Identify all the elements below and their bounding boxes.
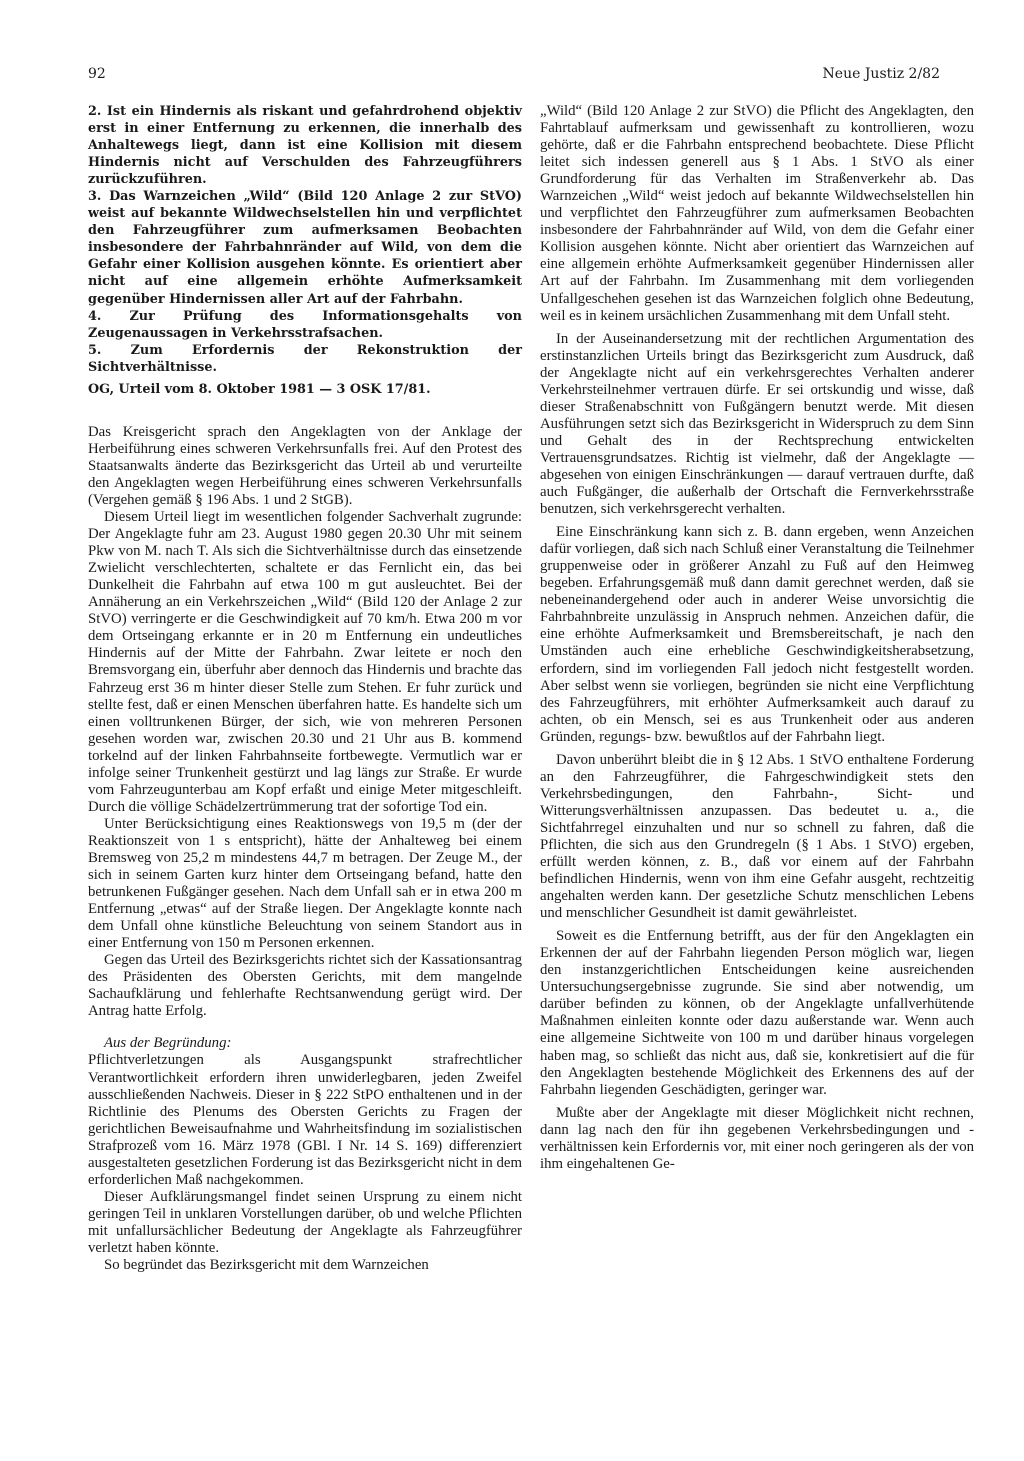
reasons-paragraph: Dieser Aufklärungsmangel findet seinen Ursprung zu einem nicht geringen Teil in unklaren Vorstellungen darüber, ob und welche Pflichten mit unfallursächlicher Bedeutung der Angeklagte als Fahrzeugführer verletzt haben könnte. [88,1188,522,1256]
reasons-paragraph: So begründet das Bezirksgericht mit dem Warnzeichen [104,1257,429,1274]
reasons-paragraph: Davon unberührt bleibt die in § 12 Abs. 1 StVO enthaltene Forderung an den Fahrzeugführer, die Fahrgeschwindigkeit stets den Verkehrsbedingungen, den Fahrbahn-, Sicht- und Witterungsverhältnissen anzupassen. Das bedeutet u. a., die Sichtfahrregel einzuhalten und nur so schnell zu fahren, daß die Pflichten, die sich aus den Grundregeln (§ 1 Abs. 1 StVO) ergeben, erfüllt werden können, z. B., daß vor einem auf der Fahrbahn befindlichen Hindernis, wenn von ihm eine Gefahr ausgeht, rechtzeitig angehalten werden kann. Der gesetzliche Schutz menschlichen Lebens und menschlicher Gesundheit ist damit gewährleistet. [540,751,974,922]
headnote-3: 3. Das Warnzeichen „Wild“ (Bild 120 Anlage 2 zur StVO) weist auf bekannte Wildwechselstellen hin und verpflichtet den Fahrzeugführer zum aufmerksamen Beobachten insbesondere der Fahrbahnränder auf Wild, von dem die Gefahr einer Kollision ausgehen könnte. Es orientiert aber nicht auf eine allgemein erhöhte Aufmerksamkeit gegenüber Hindernissen aller Art auf der Fahrbahn. [88,189,522,307]
facts-paragraph: Das Kreisgericht sprach den Angeklagten von der Anklage der Herbeiführung eines schweren Verkehrsunfalls frei. Auf den Protest des Staatsanwalts änderte das Bezirksgericht das Urteil ab und verurteilte den Angeklagten wegen Herbeiführung eines schweren Verkehrsunfalls (Vergehen gemäß § 196 Abs. 1 und 2 StGB). [88,423,522,508]
page-number: 92 [88,66,106,82]
headnote-4: 4. Zur Prüfung des Informationsgehalts von Zeugenaussagen in Verkehrsstrafsachen. [88,308,522,341]
reasons-paragraph: Pflichtverletzungen als Ausgangspunkt strafrechtlicher Verantwortlichkeit erfordern ihren unwiderlegbaren, jeden Zweifel ausschließenden Nachweis. Dieser in § 222 StPO enthaltenen und in der Richtlinie des Plenums des Obersten Gerichts zu Fragen der gerichtlichen Beweisaufnahme und Wahrheitsfindung im sozialistischen Strafprozeß vom 16. März 1978 (GBl. I Nr. 14 S. 169) differenziert ausgestalteten gesetzlichen Forderung ist das Bezirksgericht nicht in dem erforderlichen Maß nachgekommen. [88,1052,522,1188]
left-column [88,103,522,1274]
facts-paragraph: Unter Berücksichtigung eines Reaktionswegs von 19,5 m (der der Reaktionszeit von 1 s entspricht), hätte der Anhalteweg bei einem Bremsweg von 25,2 m mindestens 44,7 m betragen. Der Zeuge M., der sich in seinem Garten kurz hinter dem Ortseingang befand, hatte den betrunkenen Fußgänger gesehen. Nach dem Unfall sah er in etwa 200 m Entfernung „etwas“ auf der Straße liegen. Der Angeklagte konnte nach dem Unfall ohne künstliche Beleuchtung von seinem Standort aus in einer Entfernung von 150 m Personen erkennen. [88,815,522,952]
facts-paragraph: Diesem Urteil liegt im wesentlichen folgender Sachverhalt zugrunde: Der Angeklagte fuhr am 23. August 1980 gegen 20.30 Uhr mit seinem Pkw von M. nach T. Als sich die Sichtverhältnisse durch das einsetzende Zwielicht verschlechterten, schaltete er das Fernlicht ein, das bei Dunkelheit die Fahrbahn auf etwa 100 m gut ausleuchtet. Bei der Annäherung an ein Verkehrszeichen „Wild“ (Bild 120 der Anlage 2 zur StVO) verringerte er die Geschwindigkeit auf 70 km/h. Etwa 200 m vor dem Ortseingang erkannte er in 20 m Entfernung ein undeutliches Hindernis auf der Mitte der Fahrbahn. Zwar leitete er noch den Bremsvorgang ein, überfuhr aber dennoch das Hindernis und brachte das Fahrzeug erst 36 m hinter dieser Stelle zum Stehen. Er fuhr zurück und stellte fest, daß er einen Menschen überfahren hatte. Es handelte sich um einen volltrunkenen Bürger, der sich, wie von mehreren Personen gesehen worden war, zwischen 20.30 und 21 Uhr aus B. kommend torkelnd auf der linken Fahrbahnseite fortbewegte. Vermutlich war er infolge seiner Trunkenheit gestürzt und lag längs zur Straße. Er wurde vom Fahrzeugunterbau am Kopf erfaßt und einige Meter mitgeschleift. Durch die völlige Schädelzertrümmerung trat der sofortige Tod ein. [88,509,522,815]
journal-issue: Neue Justiz 2/82 [822,66,940,82]
reasons-paragraph: In der Auseinandersetzung mit der rechtlichen Argumentation des erstinstanzlichen Urteils bringt das Bezirksgericht zum Ausdruck, daß der Angeklagte nicht auf ein verkehrsgerechtes Verhalten anderer Verkehrsteilnehmer vertrauen dürfe. Er sei ortskundig und wisse, daß dieser Straßenabschnitt von Fußgängern benutzt werde. Mit diesen Ausführungen setzt sich das Bezirksgericht in Widerspruch zu dem Sinn und Gehalt des in der Rechtsprechung entwickelten Vertrauensgrundsatzes. Richtig ist vielmehr, daß der Angeklagte — abgesehen von einigen Einschränkungen — darauf vertrauen durfte, daß auch Fußgänger, die außerhalb der Ortschaft die Fernverkehrsstraße benutzen, sich verkehrsgerecht verhalten. [540,330,974,518]
headnote-5: 5. Zum Erfordernis der Rekonstruktion der Sichtverhältnisse. [88,342,522,375]
reasons-section [88,1035,522,1274]
facts-section [88,424,522,1021]
headnotes [88,103,522,376]
reasons-paragraph: Mußte aber der Angeklagte mit dieser Möglichkeit nicht rechnen, dann lag nach den für ihn gegebenen Verkehrsbedingungen und -verhältnissen kein Erfordernis vor, mit einer noch geringeren als der von ihm eingehaltenen Ge- [540,1104,974,1172]
facts-paragraph: Gegen das Urteil des Bezirksgerichts richtet sich der Kassationsantrag des Präsidenten des Obersten Gerichts, mit dem mangelnde Sachaufklärung und fehlerhafte Rechtsanwendung gerügt wird. Der Antrag hatte Erfolg. [88,952,522,1020]
reasons-heading: Aus der Begründung: [104,1035,232,1052]
right-column [540,103,974,1173]
court-citation: OG, Urteil vom 8. Oktober 1981 — 3 OSK 17/81. [88,381,431,397]
headnote-2: 2. Ist ein Hindernis als riskant und gefahrdrohend objektiv erst in einer Entfernung zu erkennen, die innerhalb des Anhaltewegs liegt, dann ist eine Kollision mit diesem Hindernis nicht auf Verschulden des Fahrzeugführers zurückzuführen. [88,104,522,188]
reasons-paragraph: Soweit es die Entfernung betrifft, aus der für den Angeklagten ein Erkennen der auf der Fahrbahn liegenden Person möglich war, liegen den instanzgerichtlichen Entscheidungen keine ausreichenden Untersuchungsergebnisse zugrunde. Sie sind aber notwendig, um darüber befinden zu können, ob der Angeklagte unfallverhütende Maßnahmen einleiten konnte oder dazu außerstande war. Wenn auch eine allgemeine Sichtweite von 100 m und darüber hinaus vorgelegen haben mag, so schließt das nicht aus, daß sie, konkretisiert auf die für den Angeklagten bestehende Möglichkeit des Erkennens des auf der Fahrbahn liegenden Geschädigten, geringer war. [540,928,974,1098]
reasons-paragraph: Eine Einschränkung kann sich z. B. dann ergeben, wenn Anzeichen dafür vorliegen, daß sich nach Schluß einer Veranstaltung die Teilnehmer gruppenweise oder in größerer Anzahl zu Fuß auf den Heimweg begeben. Erfahrungsgemäß muß dann damit gerechnet werden, daß sie nebeneinandergehend oder auch in anderer Weise unvorsichtig die Fahrbahnbreite unzulässig in Anspruch nehmen. Anzeichen dafür, die eine erhöhte Aufmerksamkeit und Bremsbereitschaft, je nach den Umständen auch eine erhebliche Geschwindigkeitsherabsetzung, erfordern, sind im vorliegenden Fall jedoch nicht festgestellt worden. Aber selbst wenn sie vorliegen, begründen sie nicht eine Verpflichtung des Fahrzeugführers, mit erhöhter Aufmerksamkeit auch darauf zu achten, ob ein Mensch, sei es aus Trunkenheit oder aus anderen Gründen, regungs- bzw. bewußtlos auf der Fahrbahn liegt. [540,524,974,745]
reasons-paragraph: „Wild“ (Bild 120 Anlage 2 zur StVO) die Pflicht des Angeklagten, den Fahrtablauf aufmerksam und gewissenhaft zu kontrollieren, wozu gehörte, daß er die Fahrbahn entsprechend beobachtete. Diese Pflicht leitet sich indessen generell aus § 1 Abs. 1 StVO als einer Grundforderung für das Verhalten im Straßenverkehr ab. Das Warnzeichen „Wild“ weist jedoch auf bekannte Wildwechselstellen hin und verpflichtet den Fahrzeugführer zum aufmerksamen Beobachten insbesondere der Fahrbahnränder auf Wild, von dem die Gefahr einer Kollision ausgehen könnte. Nicht aber orientiert das Warnzeichen auf eine allgemein erhöhte Aufmerksamkeit gegenüber Hindernissen aller Art auf der Fahrbahn. Im Zusammenhang mit dem vorliegenden Unfallgeschehen gesehen ist das Warnzeichen folglich ohne Bedeutung, weil es in keinem ursächlichen Zusammenhang mit dem Unfall steht. [540,103,974,324]
